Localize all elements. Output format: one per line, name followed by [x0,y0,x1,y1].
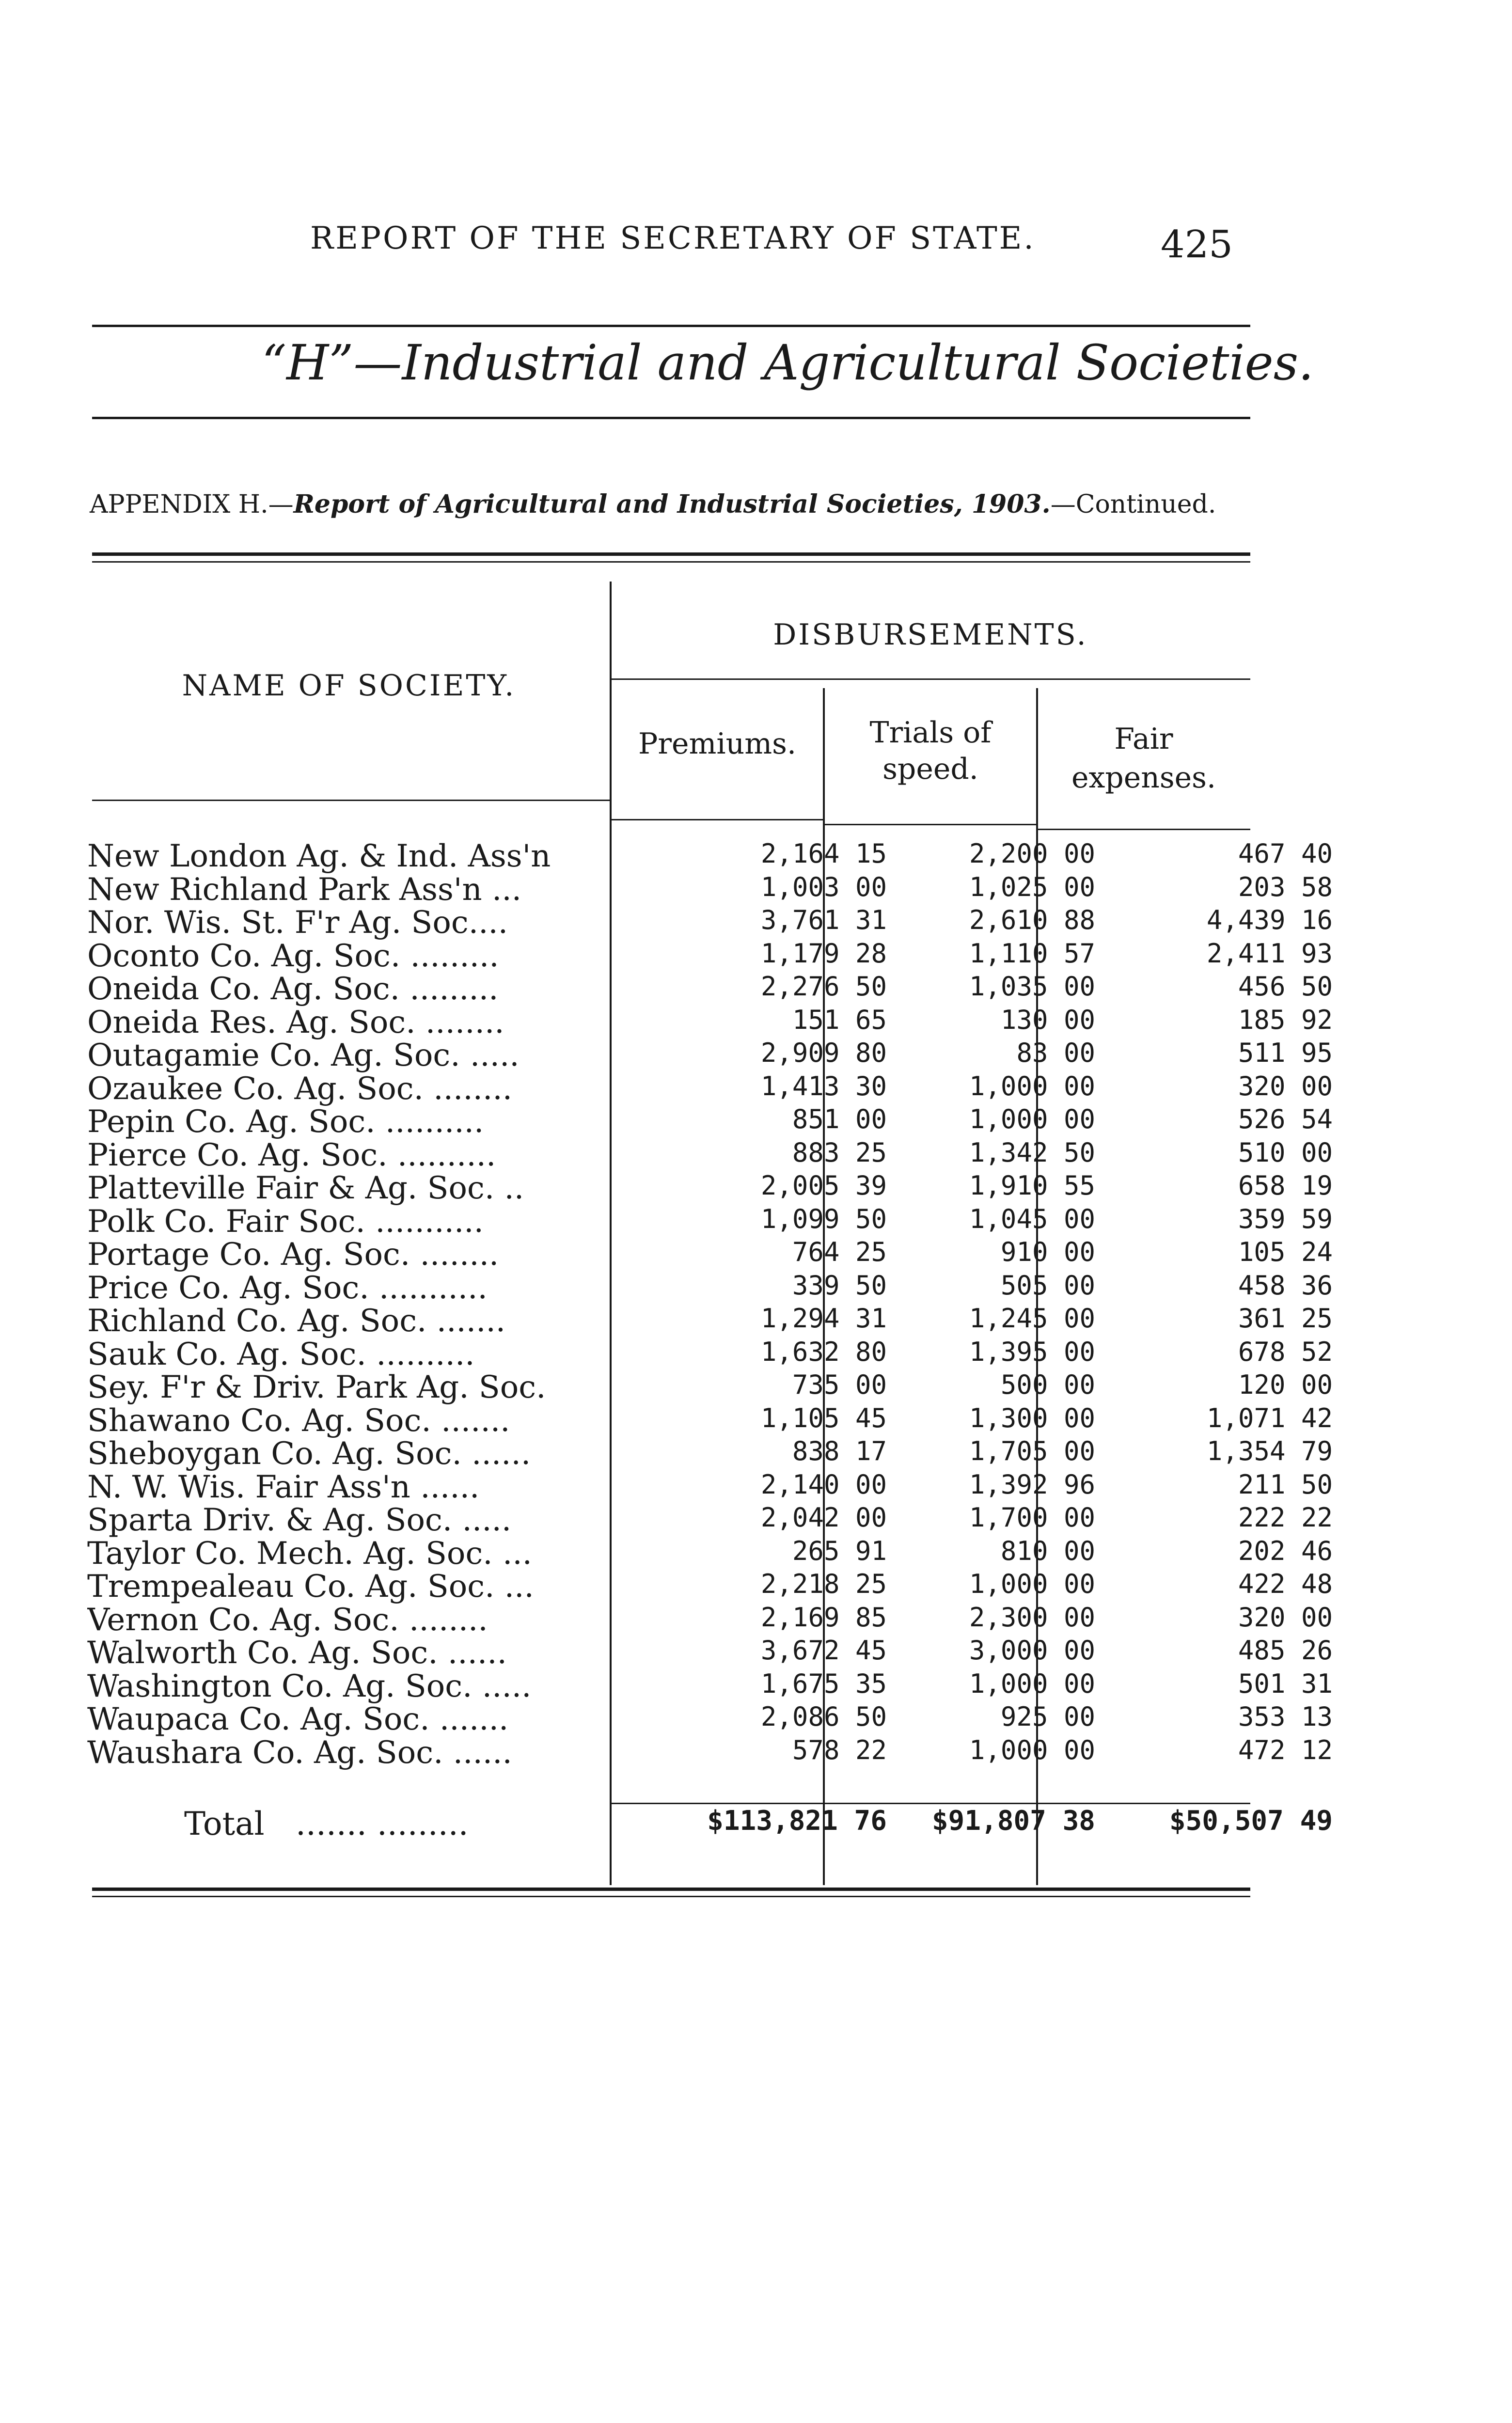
table-row [87,1602,1333,1638]
table-row [87,971,1333,1007]
premiums-value: 2,005 39 [760,1170,887,1201]
trials-value: 130 00 [1000,1004,1095,1035]
fair-expenses-value: 105 24 [1238,1237,1333,1267]
premiums-value: 2,086 50 [760,1701,887,1732]
fair-expenses-value: 185 92 [1238,1004,1333,1035]
society-name: Vernon Co. Ag. Soc. ........ [87,1602,488,1638]
society-name: Sey. F'r & Driv. Park Ag. Soc. [87,1369,546,1405]
table-row [87,1137,1333,1173]
table-row [87,1701,1333,1737]
appendix-continued: —Continued. [1050,490,1216,519]
society-name: Nor. Wis. St. F'r Ag. Soc.... [87,905,508,941]
table-row [87,1104,1333,1140]
fair-expenses-value: 222 22 [1238,1502,1333,1533]
premiums-value: 2,169 85 [760,1602,887,1633]
total-leader-dots: ....... ......... [296,1805,469,1842]
trials-value: 1,110 57 [969,938,1095,969]
fair-expenses-value: 456 50 [1238,971,1333,1002]
premiums-value: 2,164 15 [760,838,887,869]
premiums-value: 735 00 [792,1369,887,1400]
table-row [87,1469,1333,1505]
table-row [87,1402,1333,1439]
total-rule [611,1803,1250,1804]
trials-value: 1,035 00 [969,971,1095,1002]
society-name: Oconto Co. Ag. Soc. ......... [87,938,499,974]
society-name: Taylor Co. Mech. Ag. Soc. ... [87,1535,532,1572]
society-name: Portage Co. Ag. Soc. ........ [87,1237,499,1273]
appendix-caption [90,489,1253,519]
premiums-value: 1,632 80 [760,1336,887,1367]
premiums-value: 339 50 [792,1270,887,1301]
table-row [87,938,1333,974]
section-title: “H”—Industrial and Agricultural Societies. [262,334,1314,391]
trials-value: 1,000 00 [969,1569,1095,1599]
premiums-value: 1,099 50 [760,1203,887,1234]
society-name: Ozaukee Co. Ag. Soc. ........ [87,1070,513,1107]
header-name-of-society: NAME OF SOCIETY. [182,669,516,703]
header-premiums: Premiums. [638,727,797,761]
premiums-value: 1,413 30 [760,1070,887,1101]
table-row [87,1668,1333,1704]
society-name: N. W. Wis. Fair Ass'n ...... [87,1469,480,1505]
header-bottom-rule-name [92,800,611,801]
table-row [87,1569,1333,1605]
premiums-value: 265 91 [792,1535,887,1566]
trials-value: 1,025 00 [969,871,1095,902]
premiums-value: 851 00 [792,1104,887,1134]
society-name: Polk Co. Fair Soc. ........... [87,1203,484,1240]
trials-value: 925 00 [1000,1701,1095,1732]
table-row [87,1502,1333,1538]
fair-expenses-value: 1,071 42 [1206,1402,1333,1433]
fair-expenses-value: 359 59 [1238,1203,1333,1234]
society-name: Richland Co. Ag. Soc. ....... [87,1303,506,1339]
premiums-value: 1,294 31 [760,1303,887,1334]
society-name: Shawano Co. Ag. Soc. ....... [87,1402,510,1439]
table-bottom-rule-1 [92,1888,1250,1891]
trials-value: 910 00 [1000,1237,1095,1267]
table-row [87,1734,1333,1771]
title-rule-top [92,325,1250,327]
table-row [87,1038,1333,1073]
trials-value: 1,342 50 [969,1137,1095,1168]
fair-expenses-value: 658 19 [1238,1170,1333,1201]
total-label: Total [184,1805,265,1842]
fair-expenses-value: 511 95 [1238,1038,1333,1068]
table-row [87,1635,1333,1671]
premiums-value: 883 25 [792,1137,887,1168]
table-row [87,1369,1333,1405]
table-row [87,1270,1333,1306]
trials-value: 1,700 00 [969,1502,1095,1533]
total-row [87,1805,1333,1844]
society-name: Waushara Co. Ag. Soc. ...... [87,1734,512,1771]
running-title: REPORT OF THE SECRETARY OF STATE. [310,220,1036,256]
premiums-value: 1,179 28 [760,938,887,969]
trials-value: 1,705 00 [969,1436,1095,1466]
society-name: Price Co. Ag. Soc. ........... [87,1270,488,1306]
trials-value: 1,395 00 [969,1336,1095,1367]
page-number: 425 [1161,223,1233,267]
fair-expenses-value: 501 31 [1238,1668,1333,1699]
header-trials-line-1: Trials of [869,716,992,750]
society-name: Waupaca Co. Ag. Soc. ....... [87,1701,509,1737]
trials-value: 1,000 00 [969,1734,1095,1765]
table-row [87,1303,1333,1339]
trials-value: 1,910 55 [969,1170,1095,1201]
fair-expenses-value: 526 54 [1238,1104,1333,1134]
header-fair-line-2: expenses. [1071,761,1216,795]
trials-value: 2,300 00 [969,1602,1095,1633]
fair-expenses-value: 202 46 [1238,1535,1333,1566]
premiums-value: 2,042 00 [760,1502,887,1533]
fair-expenses-value: 120 00 [1238,1369,1333,1400]
table-row [87,1203,1333,1240]
fair-expenses-value: 2,411 93 [1206,938,1333,969]
fair-expenses-value: 472 12 [1238,1734,1333,1765]
trials-value: 1,000 00 [969,1104,1095,1134]
society-name: Washington Co. Ag. Soc. ..... [87,1668,532,1704]
premiums-value: 3,761 31 [760,905,887,935]
fair-expenses-value: 1,354 79 [1206,1436,1333,1466]
fair-expenses-value: 678 52 [1238,1336,1333,1367]
premiums-value: 1,105 45 [760,1402,887,1433]
premiums-value: 2,218 25 [760,1569,887,1599]
total-premiums: $113,821 76 [707,1805,887,1837]
fair-expenses-value: 211 50 [1238,1469,1333,1500]
trials-value: 1,245 00 [969,1303,1095,1334]
trials-value: 1,392 96 [969,1469,1095,1500]
fair-expenses-value: 203 58 [1238,871,1333,902]
society-name: Pierce Co. Ag. Soc. .......... [87,1137,496,1173]
society-name: Oneida Co. Ag. Soc. ......... [87,971,499,1007]
fair-expenses-value: 458 36 [1238,1270,1333,1301]
header-bottom-rule-fair [1037,829,1250,830]
table-top-rule-2 [92,561,1250,563]
premiums-value: 3,672 45 [760,1635,887,1666]
fair-expenses-value: 361 25 [1238,1303,1333,1334]
premiums-value: 1,675 35 [760,1668,887,1699]
table-bottom-rule-2 [92,1896,1250,1897]
header-bottom-rule-trials [824,824,1037,825]
fair-expenses-value: 353 13 [1238,1701,1333,1732]
table-row [87,905,1333,941]
fair-expenses-value: 510 00 [1238,1137,1333,1168]
trials-value: 83 00 [1016,1038,1095,1068]
trials-value: 1,000 00 [969,1070,1095,1101]
table-row [87,1004,1333,1040]
trials-value: 1,045 00 [969,1203,1095,1234]
society-name: Sparta Driv. & Ag. Soc. ..... [87,1502,512,1538]
premiums-value: 151 65 [792,1004,887,1035]
society-name: Oneida Res. Ag. Soc. ........ [87,1004,504,1040]
trials-value: 2,200 00 [969,838,1095,869]
total-fair: $50,507 49 [1169,1805,1333,1837]
disbursements-underline [611,678,1250,680]
table-row [87,1436,1333,1472]
fair-expenses-value: 422 48 [1238,1569,1333,1599]
trials-value: 500 00 [1000,1369,1095,1400]
trials-value: 3,000 00 [969,1635,1095,1666]
table-row [87,1170,1333,1206]
header-trials-of-speed [824,715,1037,787]
fair-expenses-value: 4,439 16 [1206,905,1333,935]
society-name: Walworth Co. Ag. Soc. ...... [87,1635,507,1671]
table-row [87,1535,1333,1572]
table-row [87,1336,1333,1372]
premiums-value: 2,276 50 [760,971,887,1002]
header-fair-expenses [1037,720,1250,797]
premiums-value: 1,003 00 [760,871,887,902]
trials-value: 505 00 [1000,1270,1095,1301]
society-name: Platteville Fair & Ag. Soc. .. [87,1170,524,1206]
society-name: Trempealeau Co. Ag. Soc. ... [87,1569,534,1605]
appendix-subtitle: Report of Agricultural and Industrial Societies, 1903. [293,489,1051,519]
header-bottom-rule-premiums [611,819,824,820]
trials-value: 1,300 00 [969,1402,1095,1433]
fair-expenses-value: 485 26 [1238,1635,1333,1666]
premiums-value: 2,140 00 [760,1469,887,1500]
table-row [87,871,1333,908]
fair-expenses-value: 320 00 [1238,1602,1333,1633]
society-name: Sheboygan Co. Ag. Soc. ...... [87,1436,531,1472]
trials-value: 2,610 88 [969,905,1095,935]
society-name: Pepin Co. Ag. Soc. .......... [87,1104,484,1140]
premiums-value: 578 22 [792,1734,887,1765]
appendix-label: APPENDIX H.— [90,490,294,519]
table-row [87,1237,1333,1273]
fair-expenses-value: 467 40 [1238,838,1333,869]
header-fair-line-1: Fair [1114,722,1173,756]
title-rule-bottom [92,417,1250,419]
premiums-value: 2,909 80 [760,1038,887,1068]
society-name: Outagamie Co. Ag. Soc. ..... [87,1038,520,1073]
table-top-rule-1 [92,552,1250,556]
society-name: New London Ag. & Ind. Ass'n [87,838,551,874]
table-row [87,838,1333,874]
header-trials-line-2: speed. [882,752,978,786]
fair-expenses-value: 320 00 [1238,1070,1333,1101]
header-disbursements: DISBURSEMENTS. [773,618,1088,652]
premiums-value: 838 17 [792,1436,887,1466]
trials-value: 810 00 [1000,1535,1095,1566]
society-name: Sauk Co. Ag. Soc. .......... [87,1336,475,1372]
trials-value: 1,000 00 [969,1668,1095,1699]
premiums-value: 764 25 [792,1237,887,1267]
total-trials: $91,807 38 [931,1805,1095,1837]
society-name: New Richland Park Ass'n ... [87,871,522,908]
table-row [87,1070,1333,1107]
